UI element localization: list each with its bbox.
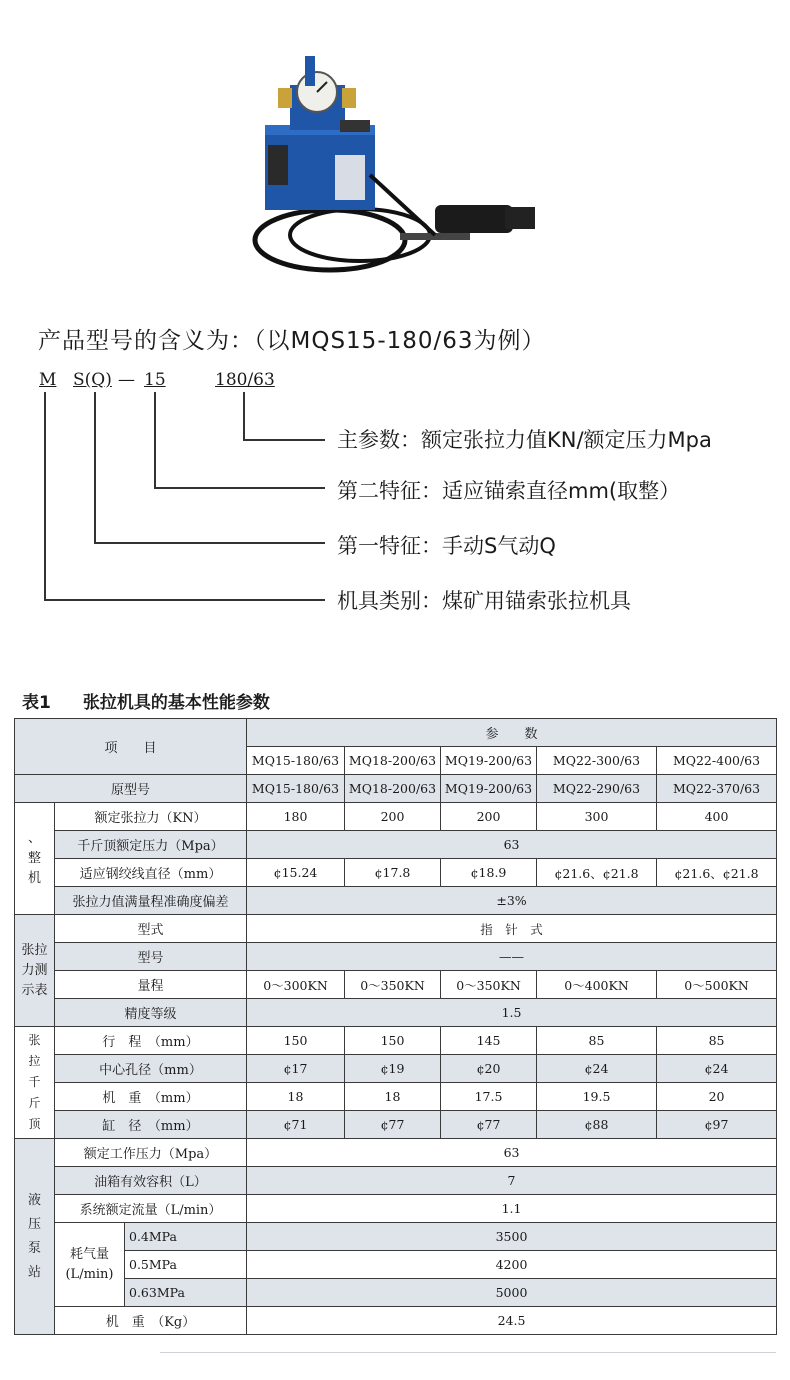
value-cell: ¢18.9 <box>441 859 537 887</box>
original-model-cell: MQ19-200/63 <box>441 775 537 803</box>
value-cell: 1.1 <box>247 1195 777 1223</box>
header-params: 参 数 <box>247 719 777 747</box>
group-pump: 液 压 泵 站 <box>15 1139 55 1335</box>
row-label: 量程 <box>55 971 247 999</box>
value-cell: 20 <box>657 1083 777 1111</box>
row-label: 型式 <box>55 915 247 943</box>
connector-category <box>45 392 325 600</box>
value-cell: 150 <box>345 1027 441 1055</box>
table-row <box>15 1083 777 1111</box>
value-cell: 63 <box>247 831 777 859</box>
value-cell: 400 <box>657 803 777 831</box>
row-label: 型号 <box>55 943 247 971</box>
value-cell: 19.5 <box>537 1083 657 1111</box>
value-cell: ¢21.6、¢21.8 <box>657 859 777 887</box>
row-label: 适应钢绞线直径（mm） <box>55 859 247 887</box>
code-category: M <box>39 370 57 390</box>
value-cell: ¢71 <box>247 1111 345 1139</box>
value-cell: 85 <box>537 1027 657 1055</box>
table-row <box>15 999 777 1027</box>
value-cell: 17.5 <box>441 1083 537 1111</box>
row-label: 0.63MPa <box>125 1279 247 1307</box>
model-cell: MQ22-300/63 <box>537 747 657 775</box>
value-cell: 24.5 <box>247 1307 777 1335</box>
value-cell: 4200 <box>247 1251 777 1279</box>
table-number: 表1 <box>22 693 51 713</box>
value-cell: 5000 <box>247 1279 777 1307</box>
table-row <box>15 1279 777 1307</box>
original-model-cell: MQ18-200/63 <box>345 775 441 803</box>
value-cell: ¢24 <box>537 1055 657 1083</box>
table-title-text: 张拉机具的基本性能参数 <box>82 693 270 713</box>
value-cell: ¢21.6、¢21.8 <box>537 859 657 887</box>
value-cell: ¢77 <box>441 1111 537 1139</box>
table-row <box>15 775 777 803</box>
value-cell: ¢24 <box>657 1055 777 1083</box>
value-cell: ¢17.8 <box>345 859 441 887</box>
value-cell: 18 <box>247 1083 345 1111</box>
model-meaning-heading: 产品型号的含义为：（以MQS15-180/63为例） <box>38 328 546 354</box>
row-label: 千斤顶额定压力（Mpa） <box>55 831 247 859</box>
value-cell: 3500 <box>247 1223 777 1251</box>
row-label: 额定张拉力（KN） <box>55 803 247 831</box>
original-model-label: 原型号 <box>15 775 247 803</box>
row-label: 系统额定流量（L/min） <box>55 1195 247 1223</box>
value-cell: 1.5 <box>247 999 777 1027</box>
row-label: 行 程 （mm） <box>55 1027 247 1055</box>
original-model-cell: MQ15-180/63 <box>247 775 345 803</box>
connector-feature2 <box>155 392 325 488</box>
table-row <box>15 915 777 943</box>
value-cell: ±3% <box>247 887 777 915</box>
table-row <box>15 719 777 747</box>
value-cell: 18 <box>345 1083 441 1111</box>
row-label: 0.4MPa <box>125 1223 247 1251</box>
value-cell: 145 <box>441 1027 537 1055</box>
table-row <box>15 1055 777 1083</box>
group-jack: 张 拉 千 斤 顶 <box>15 1027 55 1139</box>
value-cell: 0～500KN <box>657 971 777 999</box>
table-row <box>15 971 777 999</box>
pump-station-photo <box>250 50 550 280</box>
table-row <box>15 831 777 859</box>
row-label: 中心孔径（mm） <box>55 1055 247 1083</box>
row-label: 0.5MPa <box>125 1251 247 1279</box>
value-cell: ¢97 <box>657 1111 777 1139</box>
group-machine: 、 整 机 <box>15 803 55 915</box>
table-row <box>15 887 777 915</box>
table-title <box>22 688 302 713</box>
value-cell: 7 <box>247 1167 777 1195</box>
header-item: 项 目 <box>15 719 247 775</box>
connector-feature1 <box>95 392 325 543</box>
table-row <box>15 1027 777 1055</box>
value-cell: 0～350KN <box>441 971 537 999</box>
value-cell: ¢20 <box>441 1055 537 1083</box>
value-cell: ¢15.24 <box>247 859 345 887</box>
original-model-cell: MQ22-290/63 <box>537 775 657 803</box>
model-cell: MQ22-400/63 <box>657 747 777 775</box>
row-label: 张拉力值满量程准确度偏差 <box>55 887 247 915</box>
value-cell: 0～350KN <box>345 971 441 999</box>
table-row <box>15 1195 777 1223</box>
value-cell: 85 <box>657 1027 777 1055</box>
row-label: 机 重 （mm） <box>55 1083 247 1111</box>
row-label: 精度等级 <box>55 999 247 1027</box>
table-row <box>15 1251 777 1279</box>
value-cell: 300 <box>537 803 657 831</box>
value-cell: ¢17 <box>247 1055 345 1083</box>
table-row <box>15 1223 777 1251</box>
model-cell: MQ15-180/63 <box>247 747 345 775</box>
desc-second-feature: 第二特征：适应锚索直径mm(取整） <box>337 479 681 503</box>
value-cell: —— <box>247 943 777 971</box>
spec-table <box>14 718 777 1335</box>
table-row <box>15 803 777 831</box>
value-cell: 63 <box>247 1139 777 1167</box>
value-cell: 0～300KN <box>247 971 345 999</box>
value-cell: 0～400KN <box>537 971 657 999</box>
row-label: 油箱有效容积（L） <box>55 1167 247 1195</box>
table-row <box>15 859 777 887</box>
air-consumption-label: 耗气量 (L/min) <box>55 1223 125 1307</box>
connector-param <box>244 392 325 440</box>
row-label: 额定工作压力（Mpa） <box>55 1139 247 1167</box>
value-cell: ¢19 <box>345 1055 441 1083</box>
table-row <box>15 943 777 971</box>
desc-main-parameter: 主参数：额定张拉力值KN/额定压力Mpa <box>337 428 712 452</box>
table-row <box>15 1167 777 1195</box>
model-cell: MQ19-200/63 <box>441 747 537 775</box>
row-label: 缸 径 （mm） <box>55 1111 247 1139</box>
row-label: 机 重 （Kg） <box>55 1307 247 1335</box>
code-dash: — <box>118 370 135 390</box>
code-parameter: 180/63 <box>215 370 275 390</box>
desc-category: 机具类别：煤矿用锚索张拉机具 <box>337 589 631 613</box>
value-cell: 200 <box>441 803 537 831</box>
code-feature2: 15 <box>144 370 166 390</box>
value-cell: 180 <box>247 803 345 831</box>
value-cell: ¢88 <box>537 1111 657 1139</box>
desc-first-feature: 第一特征：手动S气动Q <box>337 534 556 558</box>
model-cell: MQ18-200/63 <box>345 747 441 775</box>
value-cell: 指 针 式 <box>247 915 777 943</box>
table-row <box>15 1139 777 1167</box>
value-cell: 200 <box>345 803 441 831</box>
table-bottom-rule <box>160 1352 776 1353</box>
value-cell: ¢77 <box>345 1111 441 1139</box>
table-row <box>15 1307 777 1335</box>
group-gauge: 张拉 力测 示表 <box>15 915 55 1027</box>
code-feature1: S(Q) <box>73 370 112 390</box>
value-cell: 150 <box>247 1027 345 1055</box>
table-row <box>15 1111 777 1139</box>
original-model-cell: MQ22-370/63 <box>657 775 777 803</box>
